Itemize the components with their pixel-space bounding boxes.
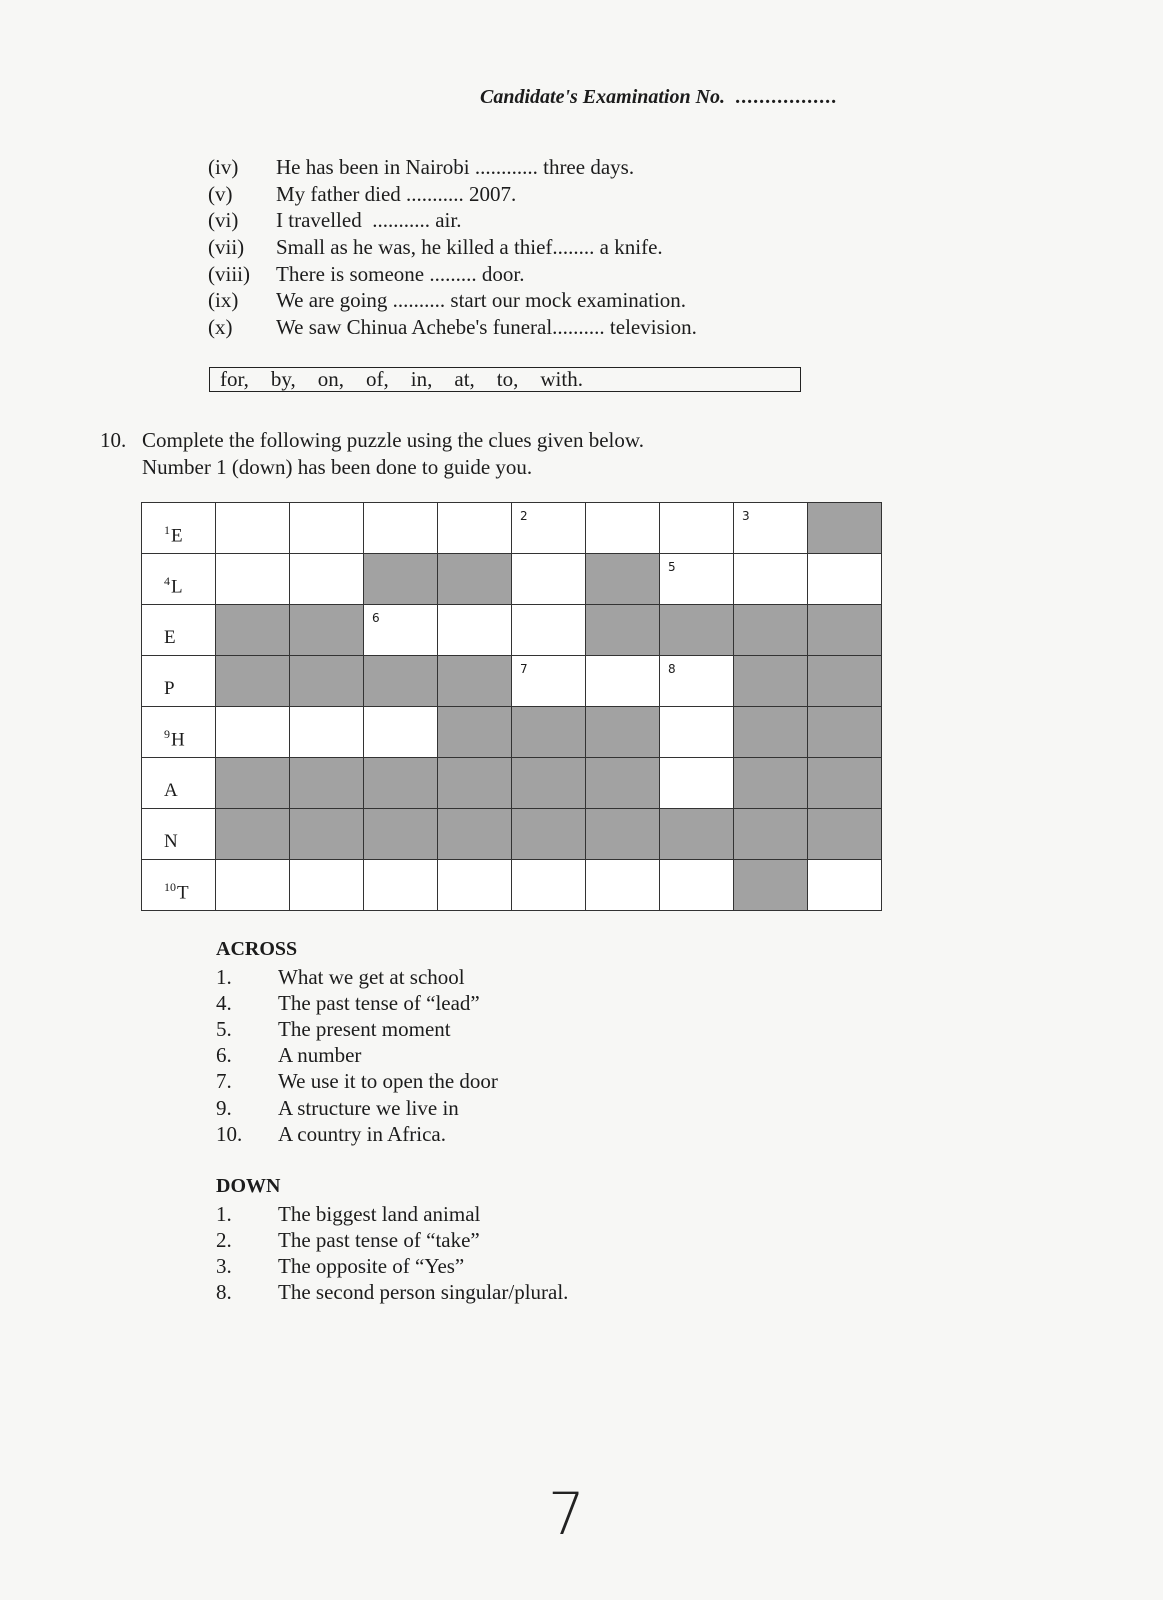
clue-text: The present moment (278, 1016, 451, 1041)
clue-item (216, 964, 498, 990)
crossword-cell[interactable] (290, 503, 364, 554)
clue-number: 6. (216, 1043, 232, 1068)
crossword-cell[interactable] (660, 554, 734, 605)
cell-letter-text: N (164, 831, 178, 852)
word-option: to, (496, 367, 519, 391)
crossword-row (142, 860, 882, 911)
clue-text: The opposite of “Yes” (278, 1253, 465, 1278)
word-option: at, (454, 367, 475, 391)
candidate-exam-number-header (480, 86, 837, 109)
crossword-shaded-cell (586, 554, 660, 605)
crossword-cell[interactable] (142, 554, 216, 605)
cell-clue-number: 9 (164, 726, 170, 741)
crossword-cell[interactable] (808, 860, 882, 911)
crossword-shaded-cell (734, 758, 808, 809)
crossword-shaded-cell (512, 758, 586, 809)
crossword-cell[interactable] (142, 605, 216, 656)
cell-letter (164, 831, 178, 853)
crossword-cell[interactable] (290, 554, 364, 605)
cell-letter-text: E (171, 525, 183, 546)
crossword-shaded-cell (290, 809, 364, 860)
crossword-cell[interactable] (216, 554, 290, 605)
clue-number: 8. (216, 1280, 232, 1305)
crossword-cell[interactable] (142, 758, 216, 809)
fill-number: (x) (208, 314, 233, 339)
cell-letter (164, 727, 185, 751)
crossword-cell[interactable] (216, 860, 290, 911)
fill-sentence: Small as he was, he killed a thief........ a knife. (276, 234, 663, 259)
word-option: for, (220, 367, 249, 391)
clue-number: 3. (216, 1253, 232, 1278)
fill-row (208, 207, 697, 234)
crossword-shaded-cell (734, 605, 808, 656)
word-option: with. (540, 367, 583, 391)
cell-letter-text: P (164, 678, 175, 699)
clue-text: The second person singular/plural. (278, 1280, 569, 1305)
crossword-cell[interactable] (438, 860, 512, 911)
crossword-shaded-cell (512, 809, 586, 860)
crossword-shaded-cell (438, 809, 512, 860)
crossword-shaded-cell (586, 707, 660, 758)
across-clues (216, 938, 498, 1147)
crossword-cell[interactable] (660, 860, 734, 911)
cell-letter (164, 627, 176, 649)
clue-number: 9. (216, 1095, 232, 1120)
crossword-shaded-cell (364, 758, 438, 809)
crossword-cell[interactable] (438, 503, 512, 554)
crossword-shaded-cell (808, 656, 882, 707)
fill-sentence: I travelled ........... air. (276, 208, 462, 233)
crossword-cell[interactable] (512, 860, 586, 911)
crossword-cell[interactable] (512, 554, 586, 605)
question-number: 10. (100, 428, 127, 452)
crossword-cell[interactable] (586, 503, 660, 554)
crossword-cell[interactable] (290, 860, 364, 911)
crossword-cell[interactable] (216, 707, 290, 758)
crossword-cell[interactable] (660, 758, 734, 809)
fill-number: (ix) (208, 288, 239, 313)
down-heading: DOWN (216, 1175, 281, 1197)
crossword-shaded-cell (734, 656, 808, 707)
fill-sentence: We are going .......... start our mock examination. (276, 288, 687, 313)
fill-number: (v) (208, 181, 233, 206)
crossword-cell[interactable] (142, 707, 216, 758)
cell-clue-number: 6 (372, 611, 380, 625)
crossword-shaded-cell (734, 860, 808, 911)
fill-row (208, 261, 697, 288)
fill-sentence: There is someone ......... door. (276, 261, 525, 286)
crossword-row (142, 503, 882, 554)
cell-letter (164, 574, 183, 598)
crossword-cell[interactable] (142, 809, 216, 860)
crossword-row (142, 707, 882, 758)
crossword-shaded-cell (660, 605, 734, 656)
fill-number: (viii) (208, 261, 250, 286)
crossword-shaded-cell (808, 605, 882, 656)
clue-number: 1. (216, 1201, 232, 1226)
question-10 (100, 427, 644, 481)
crossword-shaded-cell (438, 554, 512, 605)
clue-number: 4. (216, 990, 232, 1015)
crossword-shaded-cell (438, 656, 512, 707)
cell-clue-number: 7 (520, 662, 528, 676)
cell-clue-number: 1 (164, 522, 170, 537)
down-clues (216, 1175, 568, 1306)
clue-item (216, 1016, 498, 1042)
crossword-row (142, 809, 882, 860)
fill-row (208, 181, 697, 208)
clue-number: 1. (216, 964, 232, 989)
crossword-shaded-cell (512, 707, 586, 758)
crossword-row (142, 605, 882, 656)
clue-number: 7. (216, 1069, 232, 1094)
fill-number: (iv) (208, 154, 239, 179)
cell-letter-text: L (171, 576, 183, 597)
crossword-cell[interactable] (660, 503, 734, 554)
clue-text: A number (278, 1043, 362, 1068)
crossword-shaded-cell (734, 809, 808, 860)
crossword-shaded-cell (438, 707, 512, 758)
cell-letter (164, 780, 178, 802)
crossword-cell[interactable] (808, 554, 882, 605)
crossword-shaded-cell (808, 707, 882, 758)
word-option: by, (270, 367, 296, 391)
crossword-cell[interactable] (364, 707, 438, 758)
clue-item (216, 1201, 568, 1227)
crossword-cell[interactable] (734, 503, 808, 554)
cell-letter-text: H (171, 729, 185, 750)
fill-in-list (208, 154, 697, 341)
crossword-shaded-cell (586, 605, 660, 656)
crossword-cell[interactable] (364, 605, 438, 656)
crossword-shaded-cell (586, 809, 660, 860)
word-option: of, (366, 367, 389, 391)
question-instruction-2: Number 1 (down) has been done to guide you. (142, 455, 533, 479)
fill-number: (vii) (208, 234, 245, 259)
clue-item (216, 990, 498, 1016)
clue-item (216, 1227, 568, 1253)
clue-item (216, 1121, 498, 1147)
cell-letter-text: A (164, 780, 178, 801)
crossword-cell[interactable] (364, 860, 438, 911)
crossword-cell[interactable] (142, 503, 216, 554)
word-option: in, (410, 367, 433, 391)
fill-row (208, 287, 697, 314)
crossword-grid (141, 502, 882, 911)
cell-letter-text: E (164, 627, 176, 648)
clue-text: The past tense of “lead” (278, 990, 480, 1015)
fill-number: (vi) (208, 208, 239, 233)
cell-clue-number: 4 (164, 573, 170, 588)
crossword-cell[interactable] (586, 860, 660, 911)
word-option: on, (317, 367, 345, 391)
crossword-shaded-cell (734, 707, 808, 758)
clue-text: A country in Africa. (278, 1121, 446, 1146)
crossword-cell[interactable] (660, 656, 734, 707)
crossword-shaded-cell (290, 605, 364, 656)
crossword-shaded-cell (808, 503, 882, 554)
clue-text: A structure we live in (278, 1095, 459, 1120)
clue-item (216, 1095, 498, 1121)
fill-sentence: My father died ........... 2007. (276, 181, 517, 206)
header-dots: ................. (735, 86, 838, 108)
clue-item (216, 1069, 498, 1095)
crossword-shaded-cell (216, 809, 290, 860)
crossword-shaded-cell (808, 758, 882, 809)
cell-letter (164, 678, 175, 700)
crossword-shaded-cell (808, 809, 882, 860)
clue-item (216, 1253, 568, 1279)
crossword-cell[interactable] (512, 503, 586, 554)
crossword-cell[interactable] (734, 554, 808, 605)
crossword-shaded-cell (364, 809, 438, 860)
crossword-shaded-cell (364, 656, 438, 707)
crossword-cell[interactable] (512, 656, 586, 707)
crossword-cell[interactable] (660, 707, 734, 758)
question-instruction: Complete the following puzzle using the clues given below. (142, 428, 644, 452)
crossword-cell[interactable] (586, 656, 660, 707)
preposition-word-box (209, 367, 801, 392)
crossword-cell[interactable] (142, 656, 216, 707)
clue-text: The past tense of “take” (278, 1227, 480, 1252)
crossword-shaded-cell (216, 656, 290, 707)
cell-letter-text: T (177, 882, 189, 903)
crossword-shaded-cell (290, 758, 364, 809)
clue-number: 10. (216, 1121, 243, 1146)
fill-row (208, 234, 697, 261)
crossword-row (142, 758, 882, 809)
cell-letter (164, 880, 189, 904)
cell-clue-number: 8 (668, 662, 676, 676)
crossword-shaded-cell (586, 758, 660, 809)
crossword-shaded-cell (216, 758, 290, 809)
crossword-shaded-cell (660, 809, 734, 860)
crossword-cell[interactable] (216, 503, 290, 554)
fill-sentence: He has been in Nairobi ............ three days. (276, 154, 635, 179)
crossword-shaded-cell (290, 656, 364, 707)
clue-number: 5. (216, 1016, 232, 1041)
crossword-shaded-cell (438, 758, 512, 809)
cell-clue-number: 3 (742, 509, 750, 523)
fill-sentence: We saw Chinua Achebe's funeral.......... television. (276, 314, 697, 339)
crossword-cell[interactable] (142, 860, 216, 911)
cell-clue-number: 5 (668, 560, 676, 574)
clue-text: We use it to open the door (278, 1069, 498, 1094)
crossword-cell[interactable] (512, 605, 586, 656)
cell-letter (164, 523, 183, 547)
cell-clue-number: 2 (520, 509, 528, 523)
crossword-cell[interactable] (364, 503, 438, 554)
crossword-cell[interactable] (438, 605, 512, 656)
crossword-shaded-cell (364, 554, 438, 605)
header-label: Candidate's Examination No. (480, 86, 726, 108)
across-heading: ACROSS (216, 938, 298, 960)
clue-number: 2. (216, 1227, 232, 1252)
crossword-row (142, 656, 882, 707)
cell-clue-number: 10 (164, 879, 176, 894)
fill-row (208, 154, 697, 181)
crossword-row (142, 554, 882, 605)
clue-item (216, 1043, 498, 1069)
crossword-cell[interactable] (290, 707, 364, 758)
clue-text: The biggest land animal (278, 1201, 481, 1226)
crossword-shaded-cell (216, 605, 290, 656)
page-number: 7 (548, 1480, 585, 1548)
clue-item (216, 1280, 568, 1306)
fill-row (208, 314, 697, 341)
clue-text: What we get at school (278, 964, 465, 989)
